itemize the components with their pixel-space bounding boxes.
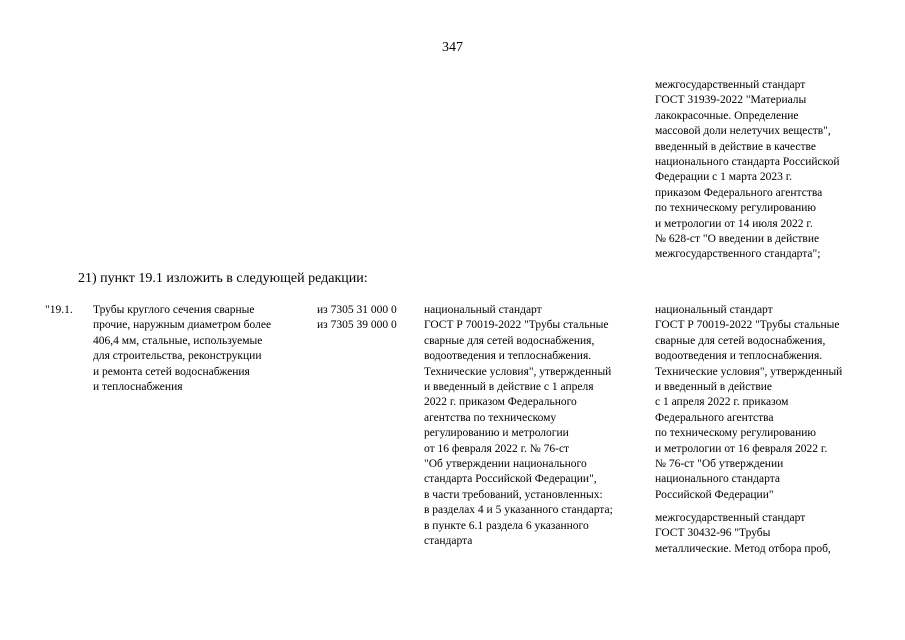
amendment-heading: 21) пункт 19.1 изложить в следующей редакции: xyxy=(78,271,368,286)
continued-standard-text: межгосударственный стандарт ГОСТ 31939-2022 "Материалы лакокрасочные. Определение массовой доли нелетучих веществ", введенный в действие в качестве национального стандарта Российской Федерации с 1 марта 2023 г. приказом Федерального агентства по техническому регулированию и метрологии от 14 июля 2022 г. № 628-ст "О введении в действие межгосударственного стандарта"; xyxy=(655,79,840,261)
standard-text-column-2-part-1: национальный стандарт ГОСТ Р 70019-2022 "Трубы стальные сварные для сетей водоснабжения, водоотведения и теплоснабжения. Технические условия", утвержденный и введенный в действие с 1 апреля 2022 г. приказом Федерального агентства по техническому регулированию и метрологии от 16 февраля 2022 г. № 76-ст "Об утверждении национального стандарта Российской Федерации" xyxy=(655,304,843,501)
product-description: Трубы круглого сечения сварные прочие, наружным диаметром более 406,4 мм, стальные, используемые для строительства, реконструкции и ремонта сетей водоснабжения и теплоснабжения xyxy=(93,304,272,394)
standard-text-column-2-part-2: межгосударственный стандарт ГОСТ 30432-96 "Трубы металлические. Метод отбора проб, xyxy=(655,512,831,555)
standard-text-column-1: национальный стандарт ГОСТ Р 70019-2022 "Трубы стальные сварные для сетей водоснабжения, водоотведения и теплоснабжения. Технические условия", утвержденный и введенный в действие с 1 апреля 2022 г. приказом Федерального агентства по техническому регулированию и метрологии от 16 февраля 2022 г. № 76-ст "Об утверждении национального стандарта Российской Федерации", в части требований, установленных: в разделах 4 и 5 указанного стандарта; в пункте 6.1 раздела 6 указанного стандарта xyxy=(424,304,613,548)
row-number: "19.1. xyxy=(45,304,73,316)
page-number: 347 xyxy=(442,40,463,55)
tn-ved-codes: из 7305 31 000 0 из 7305 39 000 0 xyxy=(317,304,397,332)
